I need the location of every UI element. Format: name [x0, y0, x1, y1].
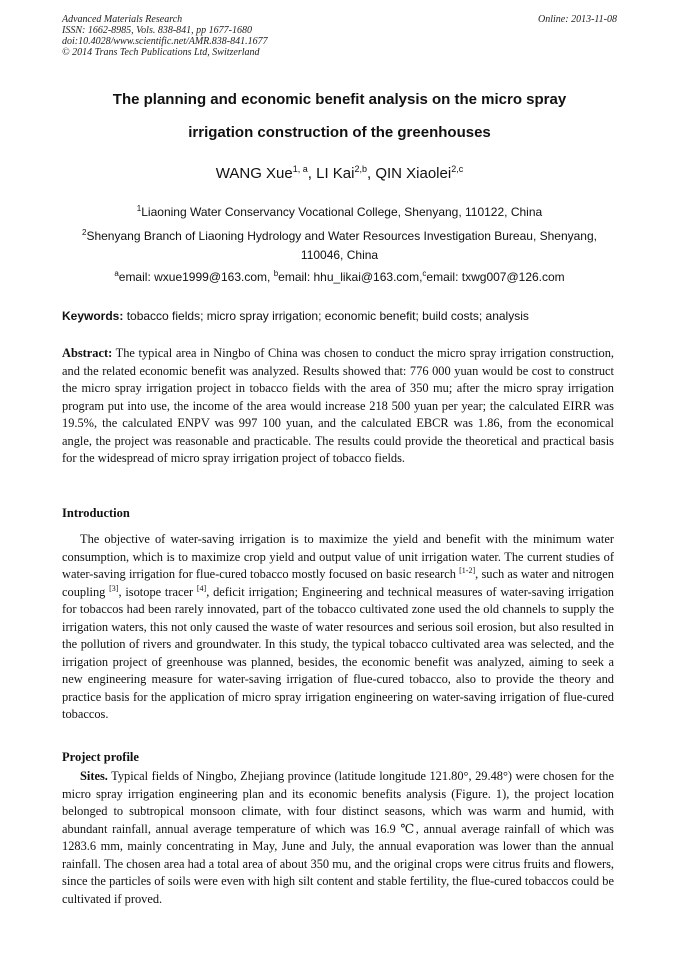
author-affiliation-mark: 1, a — [292, 164, 308, 174]
affiliation-text: Shenyang Branch of Liaoning Hydrology and Water Resources Investigation Bureau, Shenyang, 110046, China — [86, 229, 597, 262]
author-name: QIN Xiaolei — [375, 165, 452, 182]
author-affiliation-mark: 2,b — [354, 164, 367, 174]
email-mark: b — [273, 269, 279, 278]
author-separator: , — [307, 165, 317, 182]
journal-name: Advanced Materials Research — [62, 14, 183, 25]
sites-text: Typical fields of Ningbo, Zhejiang province (latitude longitude 121.80°, 29.48°) were chosen for the micro spray irrigation engineering plan and its economic benefits analysis (Figure. 1), the project location belonged to subtropical monsoon climate, with four distinct seasons, which was warm and humid, with abundant rainfall, annual average temperature of which was 16.9 ℃, annual average rainfall of which was 1283.6 mm, mainly concentrating in May, June and July, the annual evaporation was lower than the annual rainfall. The chosen area had a total area of about 350 mu, and the original crops were citrus fruits and flowers, since the particles of soils were even with high silt content and stable fertility, the flue-cured tobaccos could be cultivated if proved. — [62, 769, 614, 906]
keywords — [62, 307, 617, 325]
journal-header — [62, 14, 617, 58]
author-name: WANG Xue — [215, 165, 293, 182]
abstract-text: The typical area in Ningbo of China was chosen to conduct the micro spray irrigation construction, and the related economic benefit was analyzed. Results showed that: 776 000 yuan would be cost to construct the micro spray irrigation project in tobacco fields with the area of 350 mu; after the micro spray irrigation program put into use, the income of the area would increase 218 500 yuan per year; the calculated EIRR was 19.5%, the calculated ENPV was 997 100 yuan, and the calculated EBCR was 1.86, from the economical angle, the project was reasonable and practicable. The results could provide the theoretical and practical basis for the widespread of micro spray irrigation project of tobacco fields. — [62, 346, 614, 465]
affiliation-text: Liaoning Water Conservancy Vocational College, Shenyang, 110122, China — [141, 205, 543, 219]
affiliation-mark: 1 — [136, 204, 142, 213]
paragraph-text: , isotope tracer — [118, 584, 197, 599]
email-mark: a — [114, 269, 119, 278]
email-mark: c — [422, 269, 427, 278]
abstract — [62, 345, 614, 468]
issn-line: ISSN: 1662-8985, Vols. 838-841, pp 1677-1680 — [62, 25, 252, 36]
author-affiliation-mark: 2,c — [451, 164, 464, 174]
project-profile-heading: Project profile — [62, 750, 139, 764]
citation: [3] — [109, 583, 119, 593]
paper-title-line-2: irrigation construction of the greenhouses — [188, 124, 491, 141]
affiliation-1 — [62, 203, 617, 222]
copyright-line: © 2014 Trans Tech Publications Ltd, Switzerland — [62, 47, 260, 58]
email-text: email: hhu_likai@163.com, — [278, 270, 423, 284]
keywords-label: Keywords: — [62, 309, 124, 323]
introduction-paragraph — [62, 531, 614, 724]
online-date: Online: 2013-11-08 — [538, 14, 617, 25]
paragraph-text: The objective of water-saving irrigation is to maximize the yield and benefit with the minimum water consumption, which is to maximize crop yield and output value of unit irrigation water. The current studies of water-saving irrigation for flue-cured tobacco mostly focused on basic research — [62, 532, 614, 581]
keywords-text: tobacco fields; micro spray irrigation; economic benefit; build costs; analysis — [123, 309, 529, 323]
introduction-heading: Introduction — [62, 506, 130, 520]
doi-line: doi:10.4028/www.scientific.net/AMR.838-841.1677 — [62, 36, 268, 47]
affiliation-2 — [62, 227, 617, 265]
sites-label: Sites. — [80, 769, 108, 783]
paragraph-text: , such as water and nitrogen coupling — [62, 567, 614, 599]
email-text: email: txwg007@126.com — [426, 270, 565, 284]
author-list — [62, 164, 617, 184]
author-separator: , — [366, 165, 376, 182]
email-text: email: wxue1999@163.com, — [118, 270, 274, 284]
sites-paragraph — [62, 768, 614, 908]
citation: [1-2] — [459, 566, 476, 575]
paragraph-text: , deficit irrigation; Engineering and technical measures of water-saving irrigation for tobaccos had been rarely innovated, part of the tobacco cultivated zone used the old channels to supply the irrigation waters, this not only caused the waste of water resources and serious soil erosion, but also resulted in the pollution of rivers and groundwater. In this study, the typical tobacco cultivated area was selected, and the irrigation project of greenhouse was planned, besides, the economic benefit was analyzed, aiming to seek a new engineering measure for water-saving irrigation of flue-cured tobacco, also to provide the theory and practice basis for the application of micro spray irrigation engineering on water-saving irrigation of flue-cured tobaccos. — [62, 584, 614, 721]
author-name: LI Kai — [316, 165, 355, 182]
paper-title-line-1: The planning and economic benefit analysis on the micro spray — [112, 91, 567, 108]
email-line — [62, 268, 617, 287]
citation: [4] — [196, 583, 207, 593]
affiliation-mark: 2 — [82, 228, 87, 237]
abstract-label: Abstract: — [62, 346, 113, 360]
